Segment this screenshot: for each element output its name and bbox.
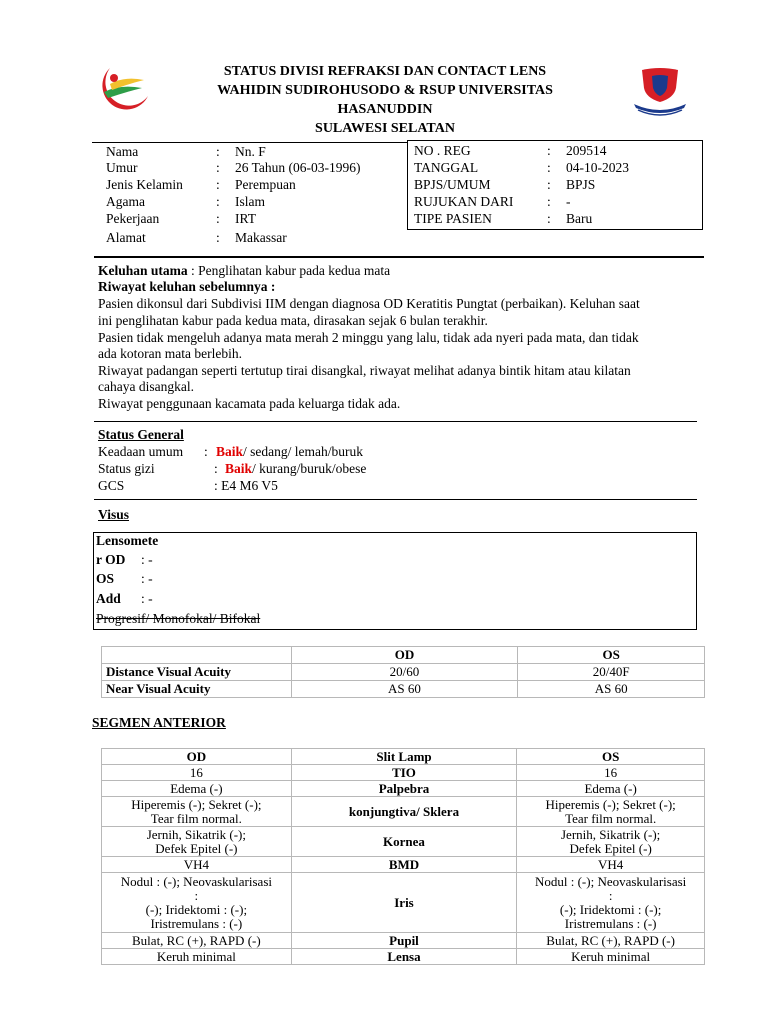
lensometer-od-value: : - (141, 552, 153, 567)
label-agama: Agama (106, 194, 145, 209)
label-tanggal: TANGGAL (414, 160, 479, 175)
value-bpjs-umum: BPJS (566, 177, 596, 192)
gcs-value: : E4 M6 V5 (214, 478, 278, 493)
value-rujukan: - (566, 194, 571, 209)
lens-type-struck: Progresif/ Monofokal/ Bifokal (96, 611, 261, 626)
status-general-title: Status General (98, 427, 184, 442)
value-no-reg: 209514 (566, 143, 607, 158)
keluhan-utama-label: Keluhan utama (98, 263, 188, 278)
riwayat-title: Riwayat keluhan sebelumnya : (98, 279, 276, 294)
keadaan-umum-value: Baik/ sedang/ lemah/buruk (216, 444, 363, 459)
table-row: Bulat, RC (+), RAPD (-) Pupil Bulat, RC (+), RAPD (-) (102, 933, 705, 949)
visus-title: Visus (98, 507, 130, 522)
row-label: Distance Visual Acuity (102, 664, 292, 681)
label-bpjs-umum: BPJS/UMUM (414, 177, 491, 192)
value-jenis-kelamin: Perempuan (235, 177, 296, 192)
keadaan-selected: Baik (216, 444, 244, 459)
label-jenis-kelamin: Jenis Kelamin (106, 177, 183, 192)
value-tipe-pasien: Baru (566, 211, 593, 226)
lensometer-od-label: r OD (96, 552, 126, 567)
cell-os: AS 60 (518, 681, 705, 698)
riwayat-line: Riwayat padangan seperti tertutup tirai disangkal, riwayat melihat adanya bintik hitam atau kilatan (98, 363, 631, 378)
divider (94, 421, 697, 422)
header-od: OD (291, 647, 518, 664)
lensometer-add-value: : - (141, 591, 153, 606)
cell-os: 20/40F (518, 664, 705, 681)
riwayat-line: Pasien tidak mengeluh adanya mata merah 2 minggu yang lalu, tidak ada nyeri pada mata, dan tidak (98, 330, 639, 345)
status-gizi-value: Baik/ kurang/buruk/obese (225, 461, 367, 476)
riwayat-line: cahaya disangkal. (98, 379, 194, 394)
value-agama: Islam (235, 194, 265, 209)
gizi-selected: Baik (225, 461, 253, 476)
label-tipe-pasien: TIPE PASIEN (414, 211, 492, 226)
table-row: Hiperemis (-); Sekret (-); Tear film normal. konjungtiva/ Sklera Hiperemis (-); Sekret (-); Tear film normal. (102, 797, 705, 827)
identity-top-border (92, 142, 408, 143)
header-line-2: WAHIDIN SUDIROHUSODO & RSUP UNIVERSITAS (217, 83, 553, 98)
row-label: Near Visual Acuity (102, 681, 292, 698)
table-header-row (102, 749, 705, 765)
header-os: OS (518, 647, 705, 664)
cell-od: AS 60 (291, 681, 518, 698)
header-slit-lamp: Slit Lamp (291, 749, 517, 765)
table-row: Nodul : (-); Neovaskularisasi : (-); Iridektomi : (-); Iristremulans : (-) Iris Nodul : (-); Neovaskularisasi : (-); Iridektomi : (-); Iristremulans : (-) (102, 873, 705, 933)
riwayat-line: ada kotoran mata berlebih. (98, 346, 242, 361)
table-row: 16 TIO 16 (102, 765, 705, 781)
label-rujukan: RUJUKAN DARI (414, 194, 514, 209)
visual-acuity-table (101, 646, 705, 698)
label-pekerjaan: Pekerjaan (106, 211, 160, 226)
table-row: Edema (-) Palpebra Edema (-) (102, 781, 705, 797)
lensometer-add-label: Add (96, 591, 121, 606)
lensometer-label: Lensomete (96, 533, 159, 548)
header-line-1: STATUS DIVISI REFRAKSI DAN CONTACT LENS (223, 64, 547, 79)
label-nama: Nama (106, 144, 139, 159)
label-umur: Umur (106, 160, 138, 175)
label-alamat: Alamat (106, 230, 146, 245)
label-no-reg: NO . REG (414, 143, 471, 158)
gcs-label: GCS (98, 478, 125, 493)
lensometer-os-label: OS (96, 571, 115, 586)
table-row (102, 681, 705, 698)
table-row (102, 664, 705, 681)
divider (94, 499, 697, 500)
segmen-anterior-title: SEGMEN ANTERIOR (92, 715, 226, 730)
keluhan-utama-value: : Penglihatan kabur pada kedua mata (187, 263, 391, 278)
keluhan-utama (98, 263, 390, 279)
lensometer-os-value: : - (141, 571, 153, 586)
header-line-4: SULAWESI SELATAN (315, 121, 455, 136)
value-alamat: Makassar (235, 230, 287, 245)
header-od: OD (102, 749, 292, 765)
hospital-logo-left (90, 62, 152, 116)
header-os: OS (517, 749, 705, 765)
value-pekerjaan: IRT (235, 211, 256, 226)
value-umur: 26 Tahun (06-03-1996) (235, 160, 361, 175)
riwayat-line: Riwayat penggunaan kacamata pada keluarga tidak ada. (98, 396, 401, 411)
medical-record-page: STATUS DIVISI REFRAKSI DAN CONTACT LENS WAHIDIN SUDIROHUSODO & RSUP UNIVERSITAS HASANUDDIN SULAWESI SELATAN Nama : Nn. F Umur : 26 Tahun (06-03-1996) Jenis Kelamin : Perempuan Agama : Islam Pekerjaan : IRT Alamat : Makassar NO . REG : 209514 TANGGAL : 04-10-2023 BPJS/UMUM : BPJS RUJUKAN DARI : - TIPE PASIEN : Baru Keluhan utama : Penglihatan kabur pada kedua mata Riwayat keluhan sebelumnya : Pasien dikonsul dari Subdivisi IIM dengan diagnosa OD Keratitis Pungtat (perbaikan). Keluhan saat ini penglihatan kabur pada kedua mata, dirasakan sejak 6 bulan terakhir. Pasien tidak mengeluh adanya mata merah 2 minggu yang lalu, tidak ada nyeri pada mata, dan tidak ada kotoran mata berlebih. Riwayat padangan seperti tertutup tirai disangkal, riwayat melihat adanya bintik hitam atau kilatan cahaya disangkal. Riwayat penggunaan kacamata pada keluarga tidak ada. Status General Keadaan umum : Baik/ sedang/ lemah/buruk Status gizi : Baik/ kurang/buruk/obese GCS : E4 M6 V5 Visus Lensomete r OD : - OS : - Add : - Progresif/ Monofokal/ Bifokal OD OS Distance Visual Acuity 20/60 20/40F Near Visual Acuity AS 60 AS 60 SEGMEN ANTERIOR OD Slit Lamp OS 16 TIO 16 Edema (-) Palpebra Edema (-) Hiperemis (-); Sekret (-); Tear film normal. konjungtiva/ Sklera Hiperemis (-); Sekret (-); Tear film normal. Jernih, Sikatrik (-); Defek Epitel (-) Kornea Jernih, Sikatrik (-); Defek Epitel (-) VH4 BMD VH4 Nodul : (-); Neovaskularisasi : (-); Iridektomi : (-); Iristremulans : (-) Iris Nodul : (-); Neovaskularisasi : (-); Iridektomi : (-); Iristremulans : (-) Bulat, RC (+), RAPD (-) Pupil Bulat, RC (+), RAPD (-) Keruh minimal Lensa Keruh minimal (0, 0, 768, 1024)
value-tanggal: 04-10-2023 (566, 160, 629, 175)
riwayat-line: ini penglihatan kabur pada kedua mata, dirasakan sejak 6 bulan terakhir. (98, 313, 488, 328)
status-gizi-label: Status gizi (98, 461, 155, 476)
riwayat-line: Pasien dikonsul dari Subdivisi IIM dengan diagnosa OD Keratitis Pungtat (perbaikan). Keluhan saat (98, 296, 640, 311)
section-divider (94, 256, 704, 258)
table-header-row (102, 647, 705, 664)
table-row: VH4 BMD VH4 (102, 857, 705, 873)
university-logo-right (630, 66, 690, 116)
value-nama: Nn. F (235, 144, 266, 159)
header-line-3: HASANUDDIN (337, 102, 433, 117)
table-row: Jernih, Sikatrik (-); Defek Epitel (-) Kornea Jernih, Sikatrik (-); Defek Epitel (-) (102, 827, 705, 857)
cell-od: 20/60 (291, 664, 518, 681)
table-row: Keruh minimal Lensa Keruh minimal (102, 949, 705, 965)
segmen-anterior-table (101, 748, 705, 965)
keadaan-umum-label: Keadaan umum (98, 444, 184, 459)
